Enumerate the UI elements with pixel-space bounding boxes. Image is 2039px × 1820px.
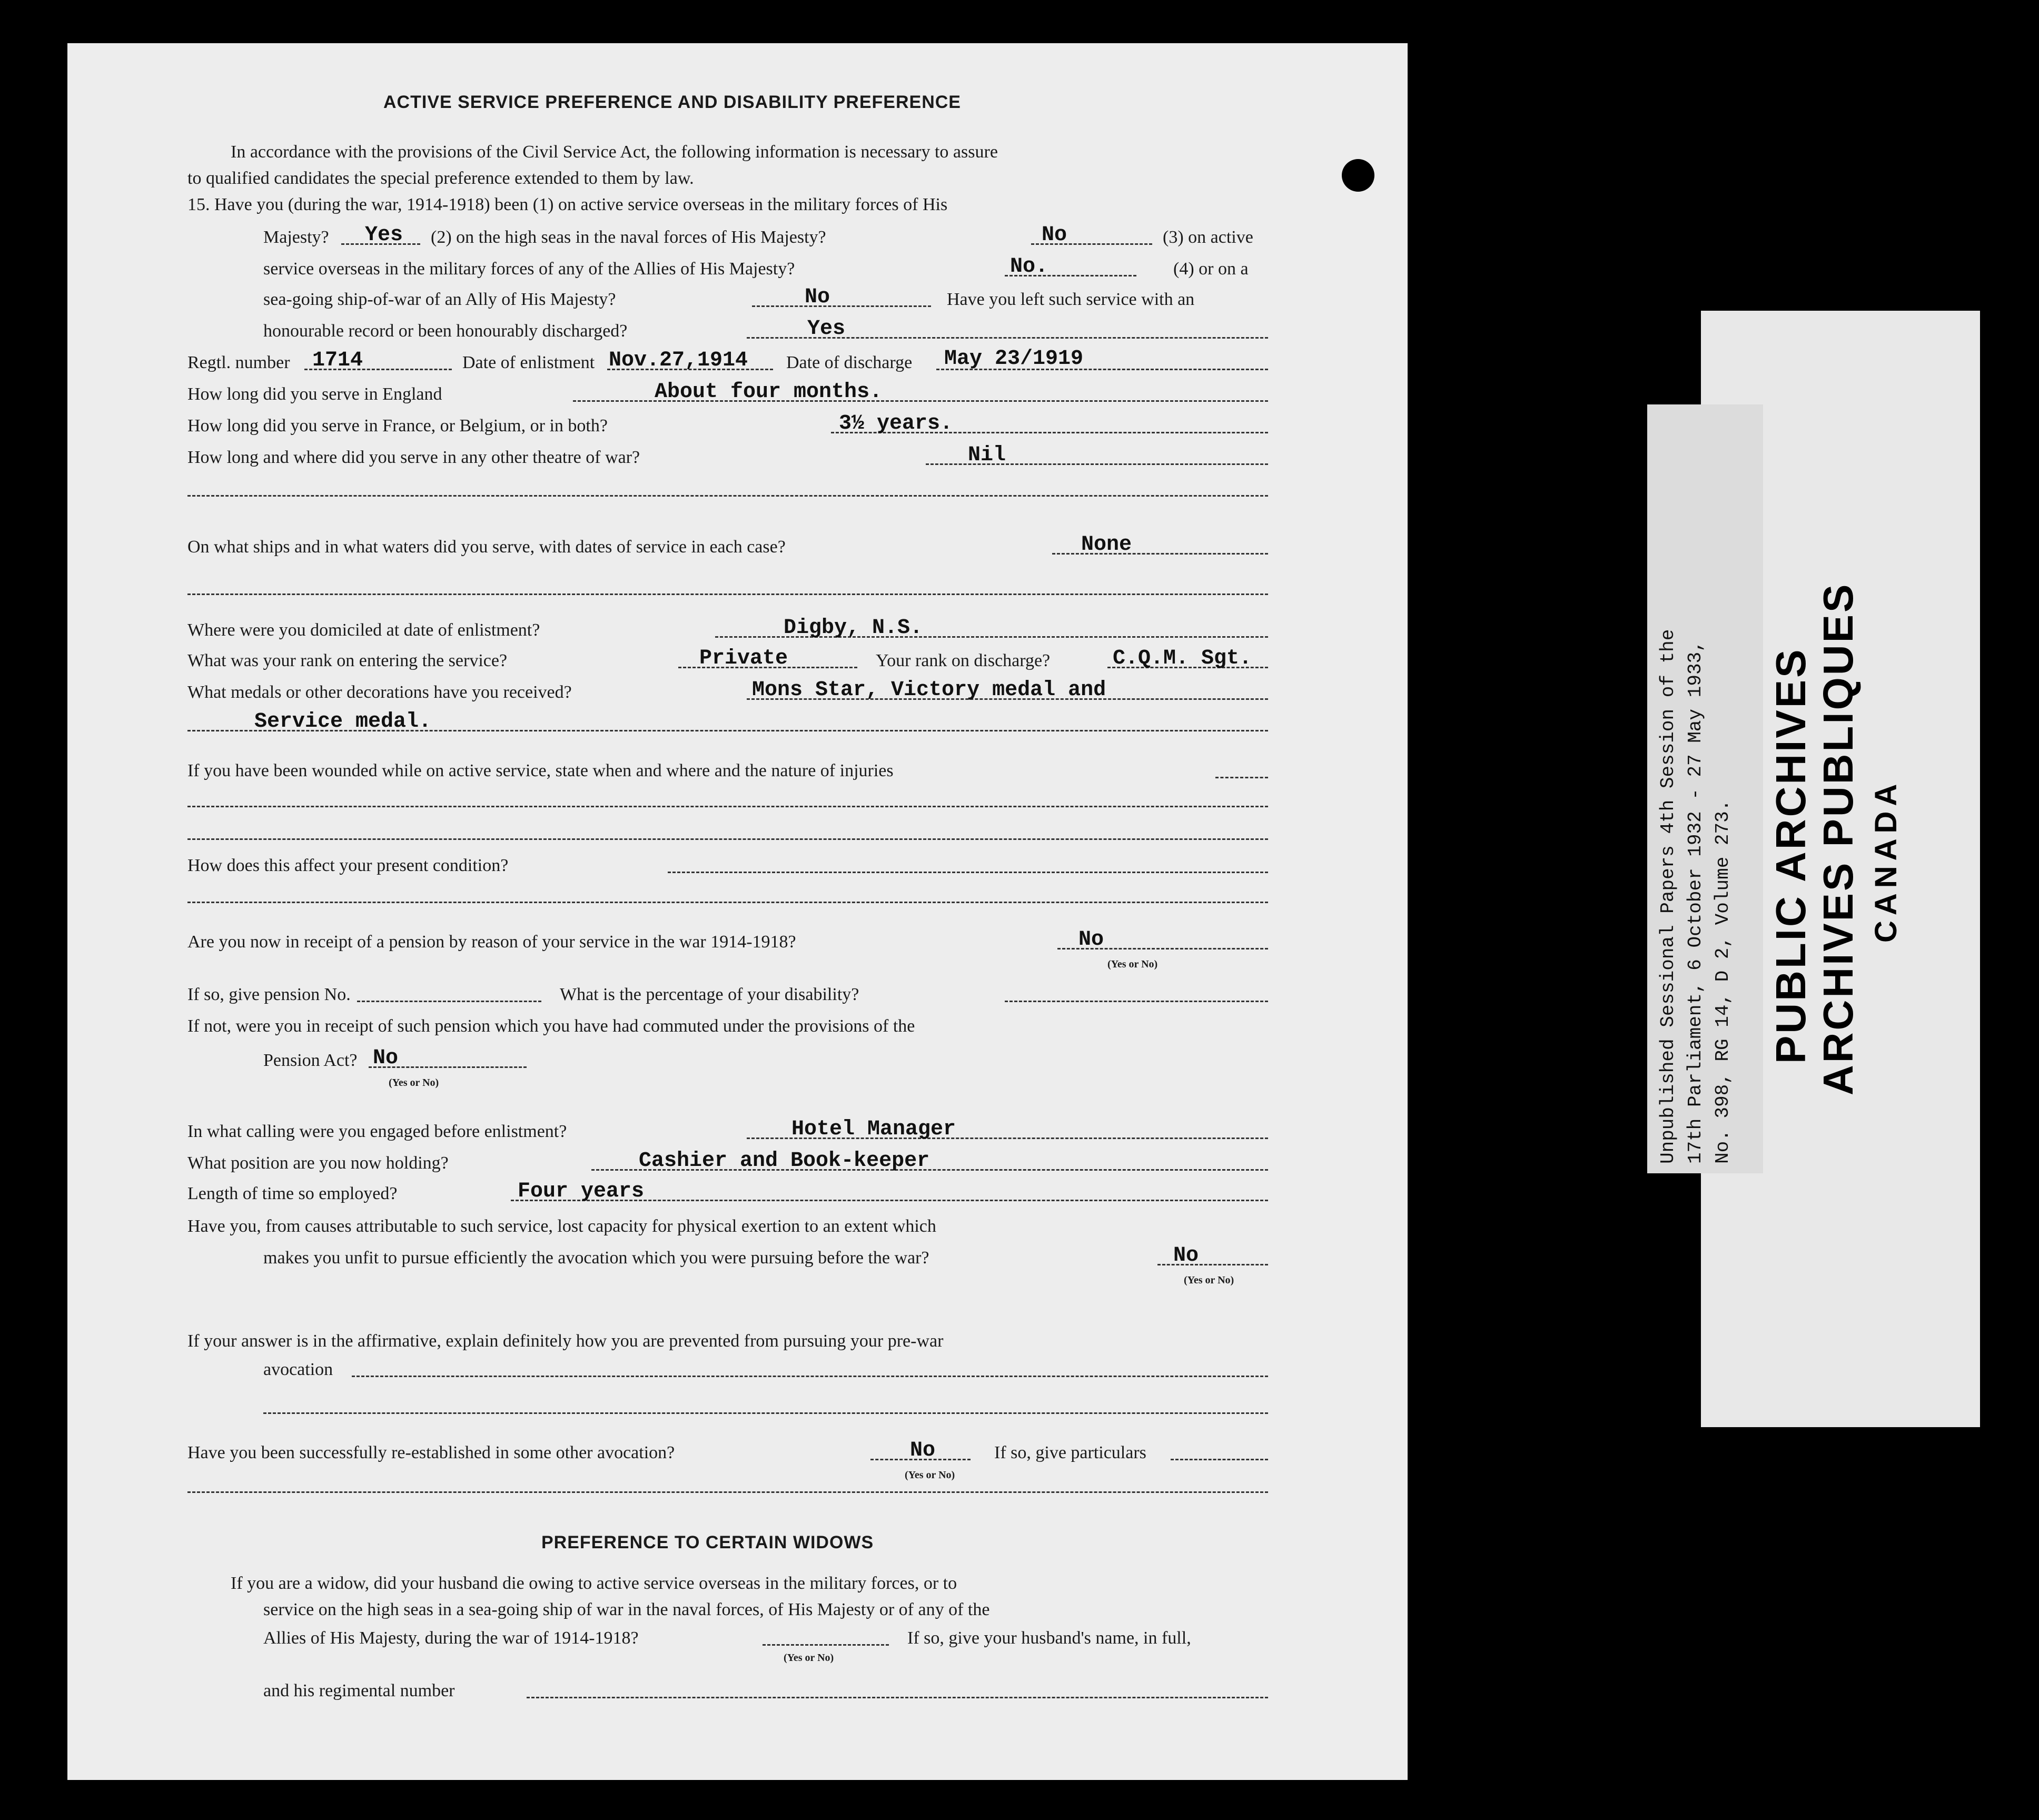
blank-line (187, 1491, 1268, 1493)
commuted-question: If not, were you in receipt of such pension which you have had commuted under the provisions of the (187, 1016, 915, 1036)
pension-number-question: If so, give pension No. (187, 985, 351, 1004)
answer-ship: No (805, 285, 830, 309)
archive-line-1: PUBLIC ARCHIVES (1767, 647, 1814, 1064)
answer-line (752, 305, 931, 307)
answer-majesty: Yes (365, 223, 403, 247)
blank-line (263, 1412, 1268, 1414)
reestablished-question: Have you been successfully re-established in some other avocation? (187, 1443, 675, 1462)
yes-or-no-hint: (Yes or No) (784, 1652, 834, 1664)
rank-discharge-question: Your rank on discharge? (876, 651, 1051, 670)
yes-or-no-hint: (Yes or No) (905, 1469, 955, 1481)
archive-source-line-1: Unpublished Sessional Papers 4th Session of the (1657, 629, 1679, 1164)
discharge-label: Date of discharge (786, 353, 913, 372)
avocation-label: avocation (263, 1360, 333, 1379)
widow-question-4: and his regimental number (263, 1681, 455, 1700)
answer-pension-act: No (373, 1046, 399, 1070)
widow-question-3: Allies of His Majesty, during the war of 1914-1918? (263, 1628, 639, 1648)
answer-rank-discharge: C.Q.M. Sgt. (1113, 647, 1252, 670)
length-question: Length of time so employed? (187, 1184, 398, 1203)
widows-title: PREFERENCE TO CERTAIN WIDOWS (541, 1532, 874, 1552)
q15-left-label: Have you left such service with an (947, 290, 1195, 309)
blank-line (187, 902, 1268, 903)
form-title: ACTIVE SERVICE PREFERENCE AND DISABILITY PREFERENCE (383, 92, 961, 112)
answer-pension: No (1078, 928, 1104, 952)
ships-question: On what ships and in what waters did you serve, with dates of service in each case? (187, 537, 786, 557)
answer-enlist: Nov.27,1914 (609, 349, 748, 372)
archive-line-3: CANADA (1869, 778, 1903, 943)
q15-ship-label: (4) or on a (1173, 259, 1249, 279)
q15-allies-label: service overseas in the military forces of any of the Allies of His Majesty? (263, 259, 795, 279)
answer-domicile: Digby, N.S. (784, 616, 923, 640)
answer-calling: Hotel Manager (791, 1117, 956, 1141)
blank-line (187, 806, 1268, 807)
france-question: How long did you serve in France, or Belgium, or in both? (187, 416, 608, 436)
document-page (67, 43, 1408, 1780)
q15-honourable-label: honourable record or been honourably discharged? (263, 321, 628, 341)
answer-medals-2: Service medal. (254, 710, 432, 734)
calling-question: In what calling were you engaged before enlistment? (187, 1122, 567, 1141)
answer-ships: None (1081, 533, 1132, 557)
answer-length: Four years (518, 1180, 645, 1203)
capacity-question-2: makes you unfit to pursue efficiently the avocation which you were pursuing before the war? (263, 1248, 929, 1268)
punch-hole (1342, 159, 1374, 192)
q15-active-label: (3) on active (1163, 228, 1253, 247)
answer-line (1171, 1459, 1268, 1460)
domicile-question: Where were you domiciled at date of enlistment? (187, 620, 540, 640)
widow-question-2: service on the high seas in a sea-going ship of war in the naval forces, of His Majesty or of any of the (263, 1600, 990, 1619)
archive-line-2: ARCHIVES PUBLIQUES (1815, 582, 1862, 1095)
answer-discharge: May 23/1919 (944, 347, 1084, 371)
answer-capacity: No (1173, 1244, 1199, 1268)
answer-line (1005, 1001, 1268, 1002)
q15-line-1: 15. Have you (during the war, 1914-1918) been (1) on active service overseas in the military forces of His (187, 195, 948, 214)
q15-ally-ship-label: sea-going ship-of-war of an Ally of His Majesty? (263, 290, 616, 309)
archive-source-line-2: 17th Parliament, 6 October 1932 - 27 May 1933, (1685, 640, 1706, 1164)
position-question: What position are you now holding? (187, 1153, 449, 1173)
england-question: How long did you serve in England (187, 384, 442, 404)
answer-rank: Private (699, 647, 788, 670)
blank-line (187, 594, 1268, 595)
answer-position: Cashier and Book-keeper (639, 1149, 930, 1173)
blank-line (187, 838, 1268, 840)
answer-england: About four months. (655, 380, 883, 404)
answer-naval: No (1042, 223, 1067, 247)
regtl-label: Regtl. number (187, 353, 290, 372)
answer-other-theatre: Nil (968, 443, 1006, 467)
answer-medals-1: Mons Star, Victory medal and (752, 678, 1106, 702)
q15-naval-label: (2) on the high seas in the naval forces of His Majesty? (431, 228, 826, 247)
yes-or-no-hint: (Yes or No) (1107, 958, 1158, 970)
answer-reestablished: No (910, 1439, 936, 1462)
yes-or-no-hint: (Yes or No) (389, 1077, 439, 1089)
answer-line (357, 1001, 541, 1002)
particulars-label: If so, give particulars (994, 1443, 1146, 1462)
answer-line (763, 1644, 889, 1646)
answer-regtl: 1714 (312, 349, 363, 372)
q15-majesty-label: Majesty? (263, 228, 329, 247)
answer-line (527, 1697, 1268, 1698)
answer-line (668, 872, 1268, 873)
answer-honourable: Yes (807, 317, 846, 341)
intro-line-2: to qualified candidates the special preference extended to them by law. (187, 169, 694, 188)
widow-question-1: If you are a widow, did your husband die owing to active service overseas in the military forces, or to (231, 1574, 957, 1593)
pension-question: Are you now in receipt of a pension by reason of your service in the war 1914-1918? (187, 932, 796, 952)
pension-act-question: Pension Act? (263, 1051, 358, 1070)
blank-line (187, 495, 1268, 497)
answer-france: 3½ years. (839, 412, 953, 436)
affirmative-question: If your answer is in the affirmative, explain definitely how you are prevented from pursuing your pre-war (187, 1331, 944, 1351)
wounded-question: If you have been wounded while on active service, state when and where and the nature of injuries (187, 761, 894, 780)
affect-question: How does this affect your present condition? (187, 856, 509, 875)
answer-allies: No. (1010, 255, 1048, 279)
percentage-question: What is the percentage of your disability? (560, 985, 859, 1004)
medals-question: What medals or other decorations have you received? (187, 682, 572, 702)
capacity-question-1: Have you, from causes attributable to such service, lost capacity for physical exertion to an extent which (187, 1216, 936, 1236)
yes-or-no-hint: (Yes or No) (1184, 1274, 1234, 1286)
other-theatre-question: How long and where did you serve in any other theatre of war? (187, 448, 640, 467)
archive-source-line-3: No. 398, RG 14, D 2, Volume 273. (1712, 799, 1734, 1164)
enlist-label: Date of enlistment (462, 353, 595, 372)
answer-line (1215, 777, 1268, 778)
widow-question-3b: If so, give your husband's name, in full, (907, 1628, 1191, 1648)
rank-question: What was your rank on entering the service? (187, 651, 508, 670)
answer-line (352, 1376, 1268, 1377)
intro-line-1: In accordance with the provisions of the Civil Service Act, the following information is necessary to assure (231, 142, 998, 162)
